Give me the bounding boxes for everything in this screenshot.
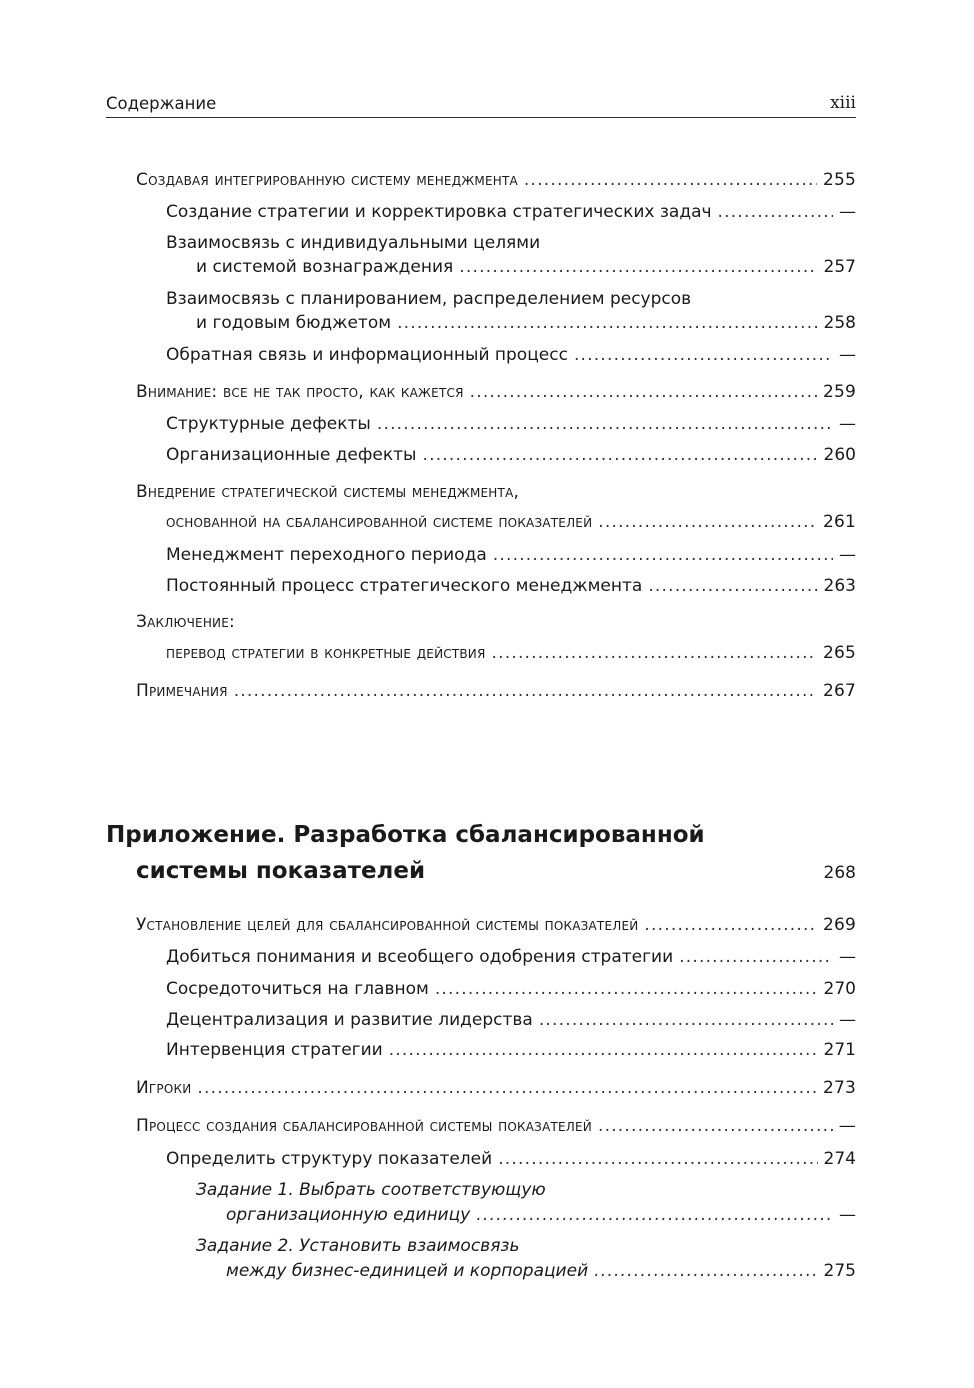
chapter-title-line1: Приложение. Разработка сбалансированной	[106, 822, 705, 848]
toc-entry[interactable]: Определить структуру показателей . . . 274	[166, 1148, 856, 1170]
toc-entry[interactable]: Организационные дефекты . . . 260	[166, 444, 856, 466]
toc-entry[interactable]: Менеджмент переходного периода . . . —	[166, 544, 856, 566]
toc-entry[interactable]: Сосредоточиться на главном . . . 270	[166, 978, 856, 1000]
chapter-entry[interactable]: системы показателей 268	[136, 858, 856, 884]
running-title: Содержание	[106, 94, 217, 113]
toc-entry-line1: Заключение:	[136, 612, 235, 632]
running-header	[106, 94, 856, 118]
toc-entry[interactable]: Децентрализация и развитие лидерства . . . —	[166, 1009, 856, 1031]
toc-entry[interactable]: Игроки . . . 273	[136, 1077, 856, 1099]
toc-entry[interactable]: Примечания . . . 267	[136, 680, 856, 702]
toc-entry[interactable]: Интервенция стратегии . . . 271	[166, 1039, 856, 1061]
toc-entry[interactable]: между бизнес-единицей и корпорацией . . . 275	[226, 1260, 856, 1282]
toc-entry[interactable]: перевод стратегии в конкретные действия . . . 265	[166, 642, 856, 664]
toc-entry[interactable]: Процесс создания сбалансированной системы показателей . . . —	[136, 1115, 856, 1137]
toc-entry[interactable]: Постоянный процесс стратегического менеджмента . . . 263	[166, 575, 856, 597]
toc-entry[interactable]: Обратная связь и информационный процесс . . . —	[166, 344, 856, 366]
toc-entry[interactable]: Структурные дефекты . . . —	[166, 413, 856, 435]
toc-entry[interactable]: и системой вознаграждения . . . 257	[196, 256, 856, 278]
toc-entry-line1: Взаимосвязь с планированием, распределением ресурсов	[166, 289, 692, 309]
toc-entry-line1: Взаимосвязь с индивидуальными целями	[166, 233, 541, 253]
toc-entry[interactable]: Внимание: все не так просто, как кажется . . . 259	[136, 381, 856, 403]
toc-entry[interactable]: основанной на сбалансированной системе показателей . . . 261	[166, 511, 856, 533]
toc-entry[interactable]: Создавая интегрированную систему менеджмента . . . 255	[136, 169, 856, 191]
toc-entry[interactable]: Добиться понимания и всеобщего одобрения стратегии . . . —	[166, 946, 856, 968]
toc-entry-line1: Задание 2. Установить взаимосвязь	[196, 1236, 520, 1256]
toc-entry-line1: Задание 1. Выбрать соответствующую	[196, 1180, 546, 1200]
toc-entry[interactable]: и годовым бюджетом . . . 258	[196, 312, 856, 334]
toc-entry[interactable]: Создание стратегии и корректировка стратегических задач . . . —	[166, 201, 856, 223]
toc-entry[interactable]: Установление целей для сбалансированной системы показателей . . . 269	[136, 914, 856, 936]
toc-entry[interactable]: организационную единицу . . . —	[226, 1204, 856, 1226]
page-folio: xiii	[830, 93, 856, 113]
toc-entry-line1: Внедрение стратегической системы менеджмента,	[136, 482, 520, 502]
